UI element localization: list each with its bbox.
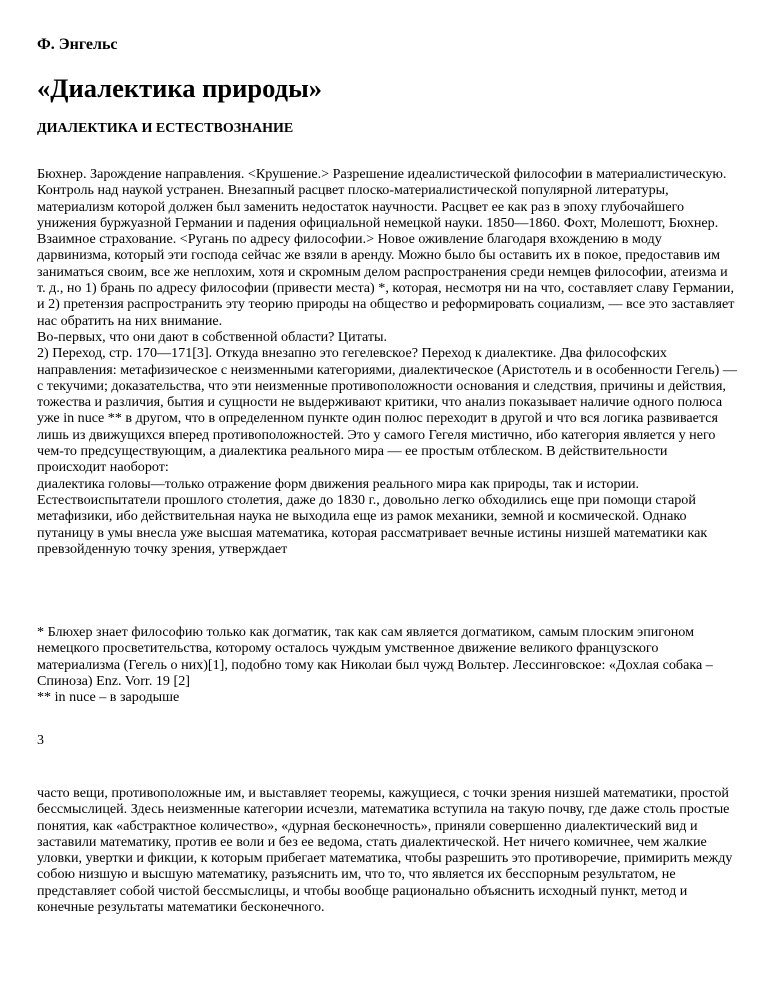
document-title: «Диалектика природы»: [37, 73, 323, 103]
author-name: Ф. Энгельс: [37, 36, 118, 53]
main-text: [37, 166, 737, 557]
continuation-text: [37, 785, 737, 915]
paragraph-dialectics-of-head: диалектика головы—только отражение форм движения реального мира как природы, так и истории. Естествоиспытатели прошлого столетия, даже до 1830 г., довольно легко обходились еще при помощи старой метафизики, ибо действительная наука не выходила еще из рамок механики, земной и космической. Однако путаницу в умы внесла уже высшая математика, которая рассматривает вечные истины низшей математики как превзойденную точку зрения, утверждает: [37, 475, 708, 557]
paragraph-transition: 2) Переход, стр. 170—171[3]. Откуда внезапно это гегелевское? Переход к диалектике. Два философских направления: метафизическое с неизменными категориями, диалектическое (Аристотель и в особенности Гегель) — с текучими; доказательства, что эти неизменные противоположности основания и следствия, причины и действия, тожества и различия, бытия и сущности не выдерживают критики, что анализ показывает наличие одного полюса уже in nuce ** в другом, что в определенном пункте один полюс переходит в другой и что вся логика развивается лишь из движущихся вперед противоположностей. Это у самого Гегеля мистично, ибо категория является у него чем-то предсуществующим, а диалектика реального мира — ее простым отблеском. В действительности происходит наоборот:: [37, 345, 737, 476]
footnotes: [37, 624, 737, 705]
paragraph-buchner: Бюхнер. Зарождение направления. <Крушение.> Разрешение идеалистической философии в материалистическую. Контроль над наукой устранен. Внезапный расцвет плоско-материалистической популярной литературы, материализм которой должен был заменить недостаток научности. Расцвет ее как раз в эпоху глубочайшего унижения буржуазной Германии и падения официальной немецкой науки. 1850—1860. Фохт, Молешотт, Бюхнер. Взаимное страхование. <Ругань по адресу философии.> Новое оживление благодаря вхождению в моду дарвинизма, который эти господа сейчас же взяли в аренду. Можно было бы оставить их в покое, предоставив им заниматься своим, все же неплохим, хотя и скромным делом распространения среди немцев философии, атеизма и т. д., но 1) брань по адресу философии (привести места) *, которая, несмотря ни на что, составляет славу Германии, и 2) претензия распространить эту теорию природы на общество и реформировать социализм, — все это заставляет нас обратить на них внимание.: [37, 166, 735, 329]
paragraph-continuation: часто вещи, противоположные им, и выставляет теоремы, кажущиеся, с точки зрения низшей математики, простой бессмыслицей. Здесь неизменные категории исчезли, математика вступила на такую почву, где даже столь простые понятия, как «абстрактное количество», «дурная бесконечность», приняли совершенно диалектический вид и заставили математику, против ее воли и без ее ведома, стать диалектической. Нет ничего комичнее, чем жалкие уловки, увертки и фикции, к которым прибегает математика, чтобы разрешить это противоречие, примирить между собою низшую и высшую математику, разъяснить им, что то, что является их бесспорным результатом, не представляет собой чистой бессмыслицы, и чтобы вообще рационально объяснить исходный пункт, метод и конечные результаты математики бесконечного.: [37, 785, 733, 916]
paragraph-firstly: Во-первых, что они дают в собственной области? Цитаты.: [37, 328, 388, 345]
section-heading: ДИАЛЕКТИКА И ЕСТЕСТВОЗНАНИЕ: [37, 121, 294, 136]
page-number: 3: [37, 733, 44, 748]
footnote-1: * Блюхер знает философию только как догматик, так как сам является догматиком, самым плоским эпигоном немецкого просветительства, которому осталось чуждым умственное движение великого французского материализма (Гегель о них)[1], подобно тому как Николаи был чужд Вольтер. Лессинговское: «Дохлая собака – Спиноза) Enz. Vorr. 19 [2]: [37, 624, 713, 689]
footnote-2: ** in nuce – в зародыше: [37, 689, 180, 706]
